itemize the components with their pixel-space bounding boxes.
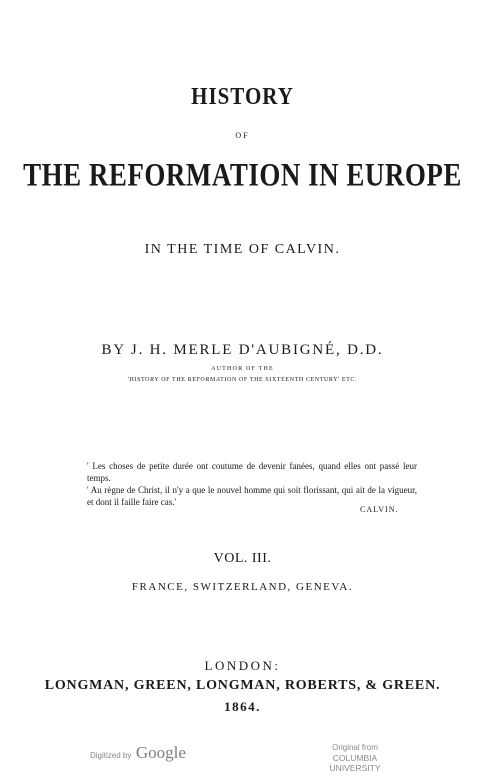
epigraph-quote-1: ' Les choses de petite durée ont coutume de devenir fanées, quand elles ont passé leur temps.	[87, 461, 417, 483]
title-line-history: HISTORY	[191, 82, 294, 110]
library-name: COLUMBIA UNIVERSITY	[329, 753, 381, 773]
imprint-city: LONDON:	[204, 658, 281, 673]
google-logo: Google	[135, 743, 186, 762]
title-main: THE REFORMATION IN EUROPE	[23, 156, 462, 193]
author-credit-1: AUTHOR OF THE	[211, 366, 274, 372]
epigraph-quote-2: ' Au règne de Christ, il n'y a que le nouvel homme qui soit florissant, qui ait de la vigueur, et dont il faille faire cas.'	[87, 485, 417, 507]
imprint-year: 1864.	[224, 699, 261, 714]
origin-watermark	[310, 743, 400, 773]
original-from-label: Original from	[332, 743, 378, 752]
subtitle: IN THE TIME OF CALVIN.	[144, 242, 341, 257]
volume-places: FRANCE, SWITZERLAND, GENEVA.	[131, 581, 354, 593]
title-line-of: OF	[235, 131, 250, 140]
imprint-publisher: LONGMAN, GREEN, LONGMAN, ROBERTS, & GREEN.	[44, 678, 441, 693]
epigraph-attribution: CALVIN.	[360, 505, 399, 514]
author-name: BY J. H. MERLE D'AUBIGNÉ, D.D.	[101, 342, 384, 358]
volume-label: VOL. III.	[213, 551, 272, 566]
author-credit-2: 'HISTORY OF THE REFORMATION OF THE SIXTEENTH CENTURY' ETC.	[127, 377, 358, 383]
digitized-by-watermark	[90, 743, 186, 763]
digitized-prefix: Digitized by	[90, 751, 132, 760]
